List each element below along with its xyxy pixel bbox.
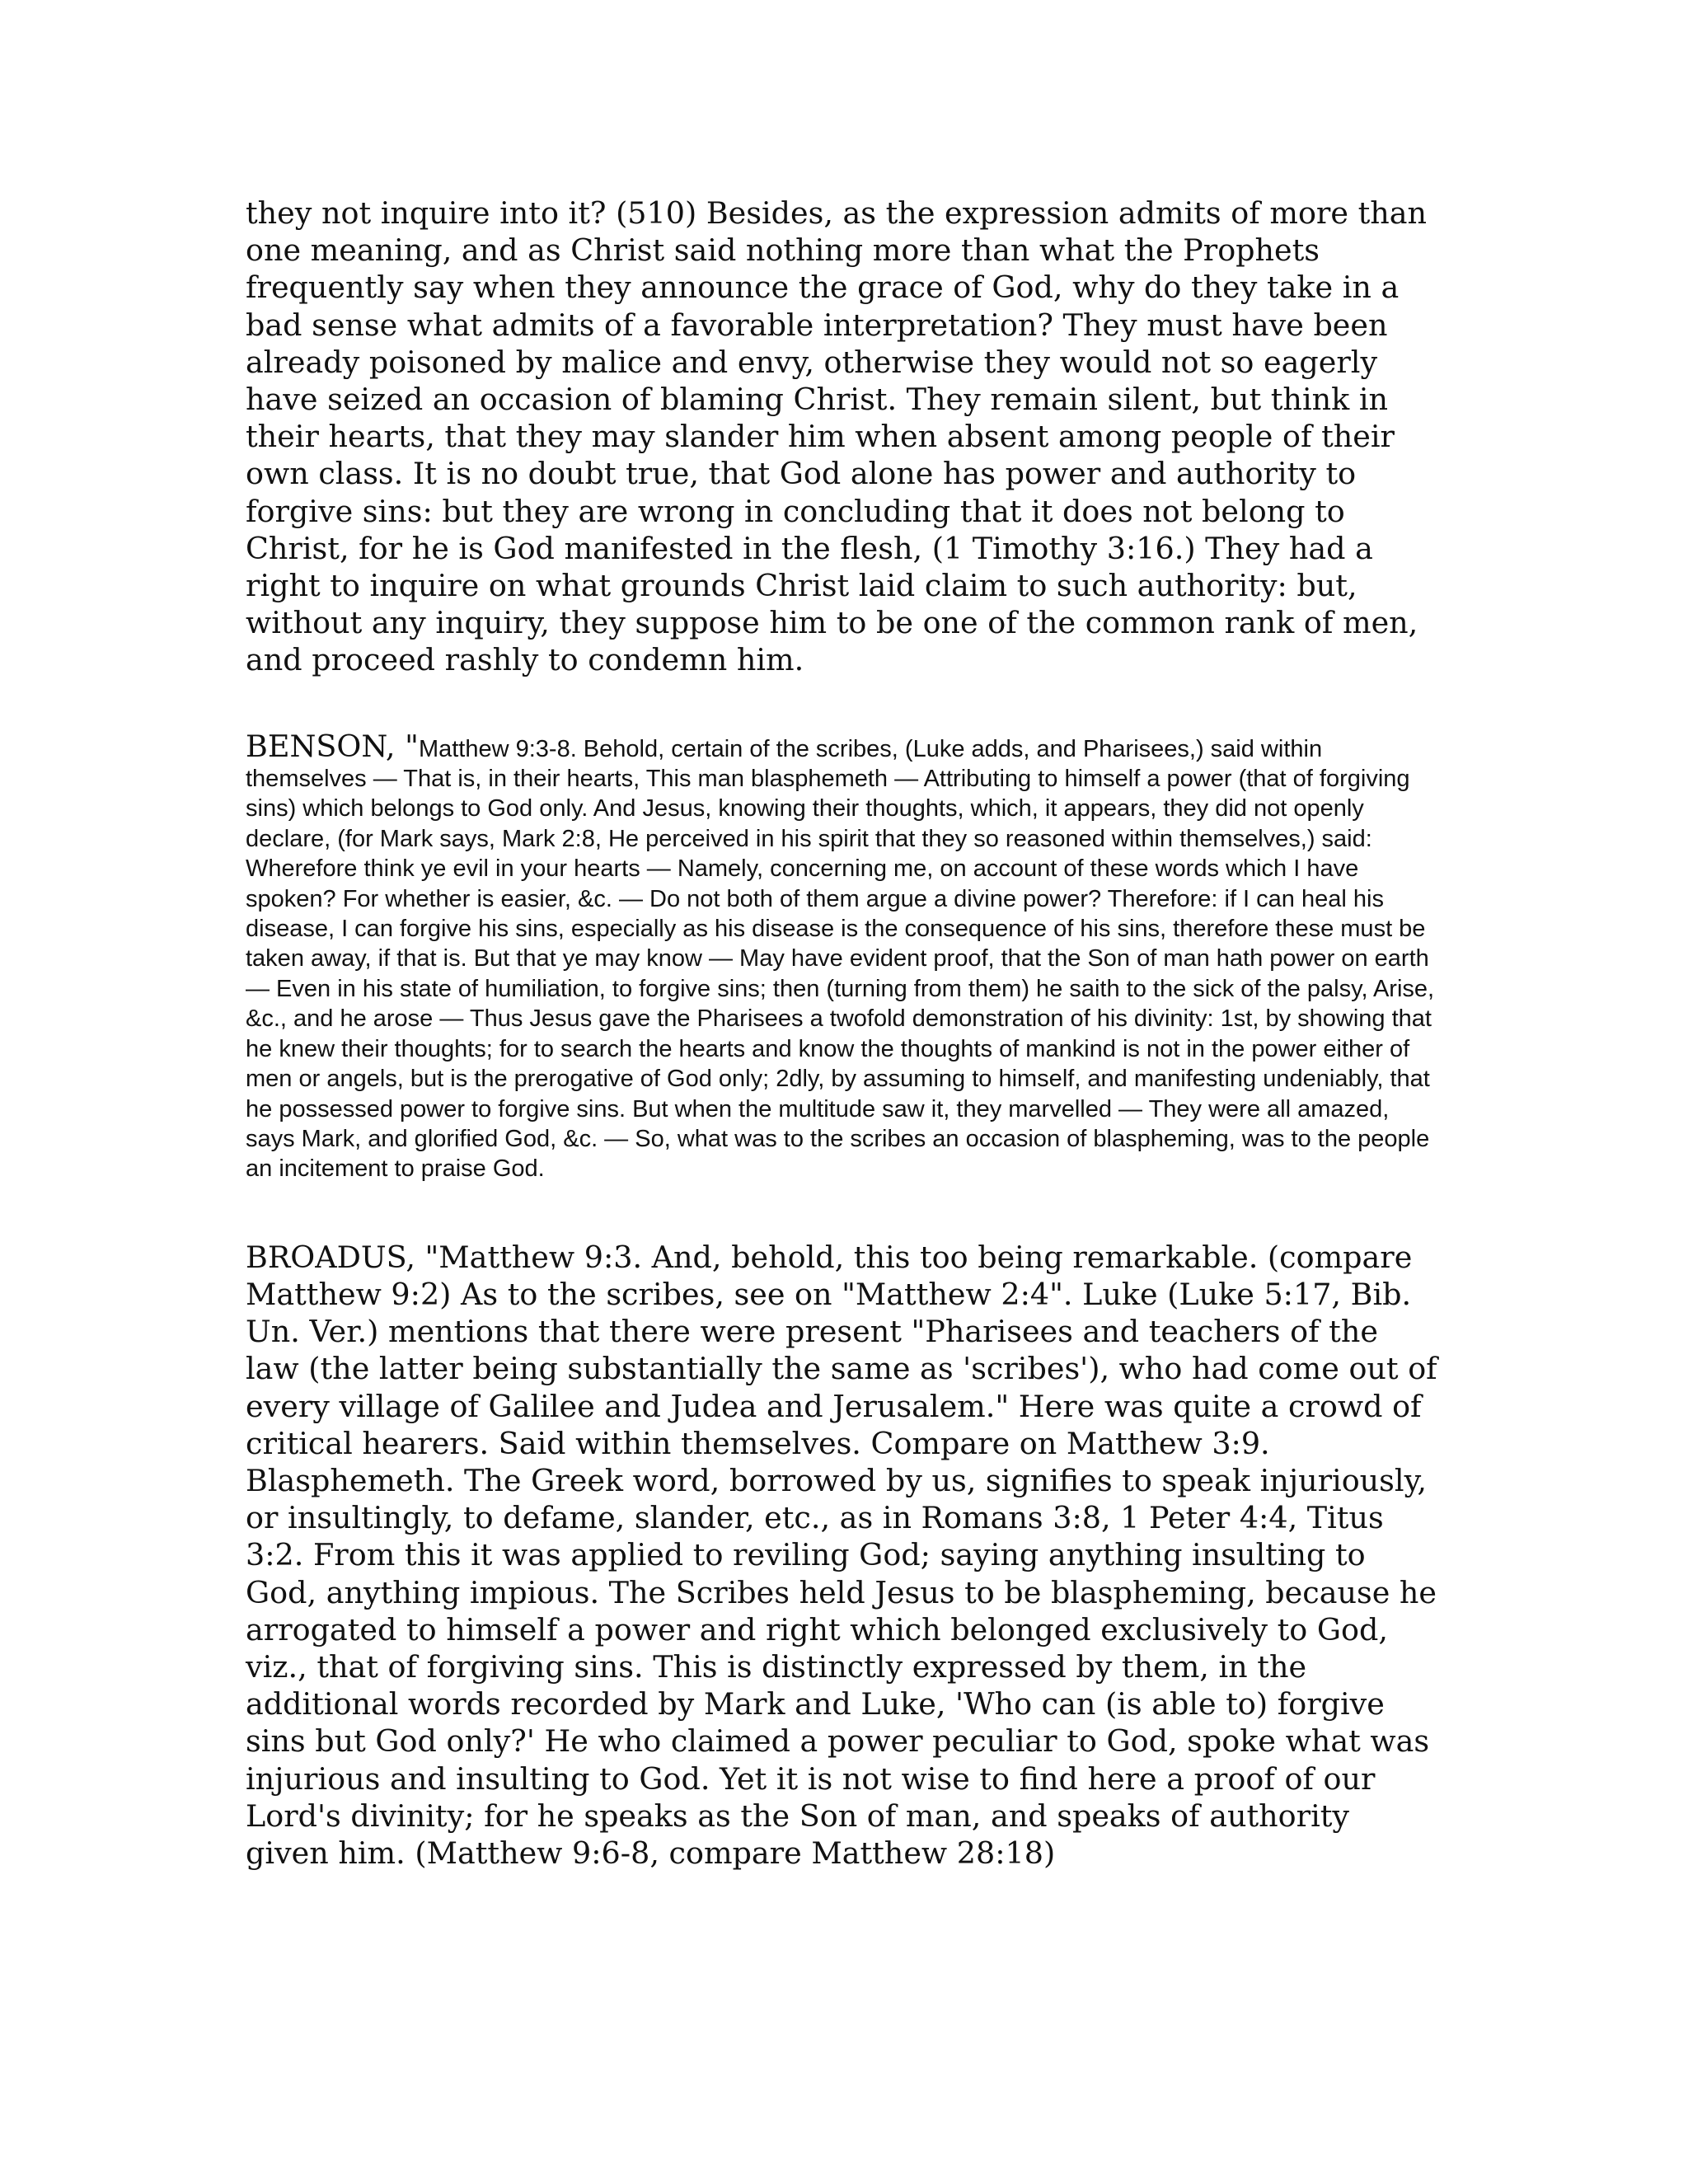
benson-source-label: BENSON, " <box>246 728 419 764</box>
document-page <box>246 194 1441 1872</box>
broadus-commentary-paragraph: BROADUS, "Matthew 9:3. And, behold, this too being remarkable. (compare Matthew 9:2) As to the scribes, see on "Matthew 2:4". Luke (Luke 5:17, Bib. Un. Ver.) mentions that there were present "Pharisees and teachers of the law (the latter being substantially the same as 'scribes'), who had come out of every village of Galilee and Judea and Jerusalem." Here was quite a crowd of critical hearers. Said within themselves. Compare on Matthew 3:9. Blasphemeth. The Greek word, borrowed by us, signifies to speak injuriously, or insultingly, to defame, slander, etc., as in Romans 3:8, 1 Peter 4:4, Titus 3:2. From this it was applied to reviling God; saying anything insulting to God, anything impious. The Scribes held Jesus to be blaspheming, because he arrogated to himself a power and right which belonged exclusively to God, viz., that of forgiving sins. This is distinctly expressed by them, in the additional words recorded by Mark and Luke, 'Who can (is able to) forgive sins but God only?' He who claimed a power peculiar to God, spoke what was injurious and insulting to God. Yet it is not wise to find here a proof of our Lord's divinity; for he speaks as the Son of man, and speaks of authority given him. (Matthew 9:6-8, compare Matthew 28:18) <box>246 1239 1437 1871</box>
benson-commentary-text: Matthew 9:3-8. Behold, certain of the scribes, (Luke adds, and Pharisees,) said within themselves — That is, in their hearts, This man blasphemeth — Attributing to himself a power (that of forgiving sins) which belongs to God only. And Jesus, knowing their thoughts, which, it appears, they did not openly declare, (for Mark says, Mark 2:8, He perceived in his spirit that they so reasoned within themselves,) said: Wherefore think ye evil in your hearts — Namely, concerning me, on account of these words which I have spoken? For whether is easier, &c. — Do not both of them argue a divine power? Therefore: if I can heal his disease, I can forgive his sins, especially as his disease is the consequence of his sins, therefore these must be taken away, if that is. But that ye may know — May have evident proof, that the Son of man hath power on earth — Even in his state of humiliation, to forgive sins; then (turning from them) he saith to the sick of the palsy, Arise, &c., and he arose — Thus Jesus gave the Pharisees a twofold demonstration of his divinity: 1st, by showing that he knew their thoughts; for to search the hearts and know the thoughts of mankind is not in the power either of men or angels, but is the prerogative of God only; 2dly, by assuming to himself, and manifesting undeniably, that he possessed power to forgive sins. But when the multitude saw it, they marvelled — They were all amazed, says Mark, and glorified God, &c. — So, what was to the scribes an occasion of blaspheming, was to the people an incitement to praise God. <box>246 735 1435 1183</box>
benson-commentary-paragraph <box>246 728 1441 1184</box>
calvin-commentary-paragraph: they not inquire into it? (510) Besides, as the expression admits of more than one meaning, and as Christ said nothing more than what the Prophets frequently say when they announce the grace of God, why do they take in a bad sense what admits of a favorable interpretation? They must have been already poisoned by malice and envy, otherwise they would not so eagerly have seized an occasion of blaming Christ. They remain silent, but think in their hearts, that they may slander him when absent among people of their own class. It is no doubt true, that God alone has power and authority to forgive sins: but they are wrong in concluding that it does not belong to Christ, for he is God manifested in the flesh, (1 Timothy 3:16.) They had a right to inquire on what grounds Christ laid claim to such authority: but, without any inquiry, they suppose him to be one of the common rank of men, and proceed rashly to condemn him. <box>246 195 1428 678</box>
